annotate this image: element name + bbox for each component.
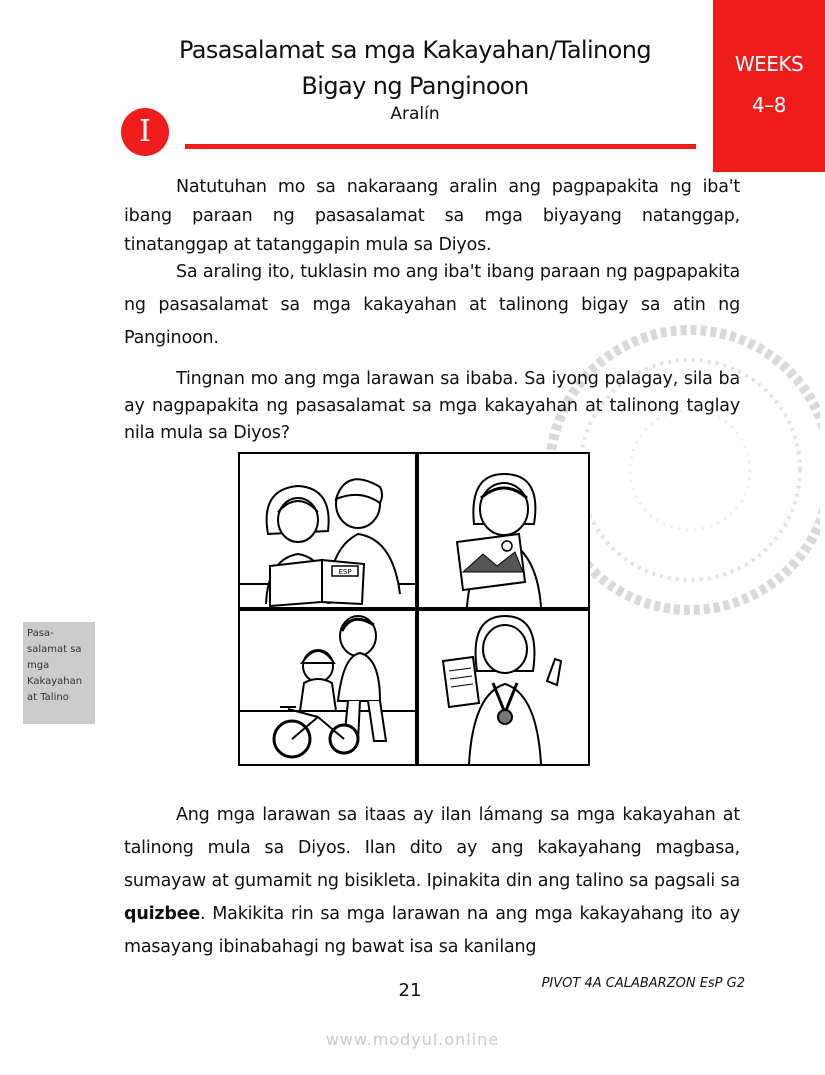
page-number: 21 [398,980,422,1001]
panel-bicycle [240,611,415,764]
paragraph-4-text-a: Ang mga larawan sa itaas ay ilan lámang sa mga kakayahan at talinong mula sa Diyos. Ilan dito ay ang kakayahang magbasa, sumayaw at gumamit ng bisikleta. Ipinakita din ang talino sa pagsali sa [124,805,740,891]
sidebar-line: mga [27,660,50,671]
paragraph-1-text: Natutuhan mo sa nakaraang aralin ang pagpapakita ng iba't ibang paraan ng pasasalamat sa mga biyayang natanggap, tinatanggap at tatanggapin mula sa Diyos. [124,177,740,255]
section-subtitle: Aralín [390,104,440,124]
book-label: ESP [338,568,352,576]
paragraph-2 [124,256,740,355]
section-badge: I [121,108,169,156]
section-rule [185,144,696,149]
title-line-1: Pasasalamat sa mga Kakayahan/Talinong [178,36,651,64]
sidebar-line: salamat sa [27,644,82,655]
footer-code: PIVOT 4A CALABARZON EsP G2 [541,976,745,991]
drawing-illustration [419,454,590,607]
site-watermark: www.modyul.online [325,1030,500,1049]
sidebar-line: Pasa- [27,628,54,639]
illustration-grid [238,452,590,766]
sidebar-line: at Talino [27,692,69,703]
paragraph-4-text-b: . Makikita rin sa mga larawan na ang mga kakayahang ito ay masayang ibinabahagi ng bawat isa sa kanilang [124,904,740,957]
panel-drawing [419,454,590,607]
paragraph-2-text: Sa araling ito, tuklasin mo ang iba't ibang paraan ng pagpapakita ng pasasalamat sa mga kakayahan at talinong bigay sa atin ng Panginoon. [124,262,740,348]
quizbee-term: quizbee [124,904,201,924]
page-title [140,32,690,104]
reading-illustration [240,454,415,607]
paragraph-3-text: Tingnan mo ang mga larawan sa ibaba. Sa iyong palagay, sila ba ay nagpapakita ng pasasalamat sa mga kakayahan at talinong taglay nila mula sa Diyos? [124,369,740,443]
paragraph-1 [124,173,740,260]
paragraph-4 [124,799,740,964]
bicycle-illustration [240,611,415,764]
paragraph-3 [124,366,740,447]
weeks-box [713,0,825,172]
weeks-range: 4–8 [752,93,786,117]
title-line-2: Bigay ng Panginoon [301,72,529,100]
sidebar-note [23,622,95,724]
panel-reading [240,454,415,607]
panel-quizbee [419,611,590,764]
quizbee-illustration [419,611,590,764]
weeks-label: WEEKS [734,52,804,76]
sidebar-line: Kakayahan [27,676,83,687]
grid-horizontal-divider [240,607,588,611]
